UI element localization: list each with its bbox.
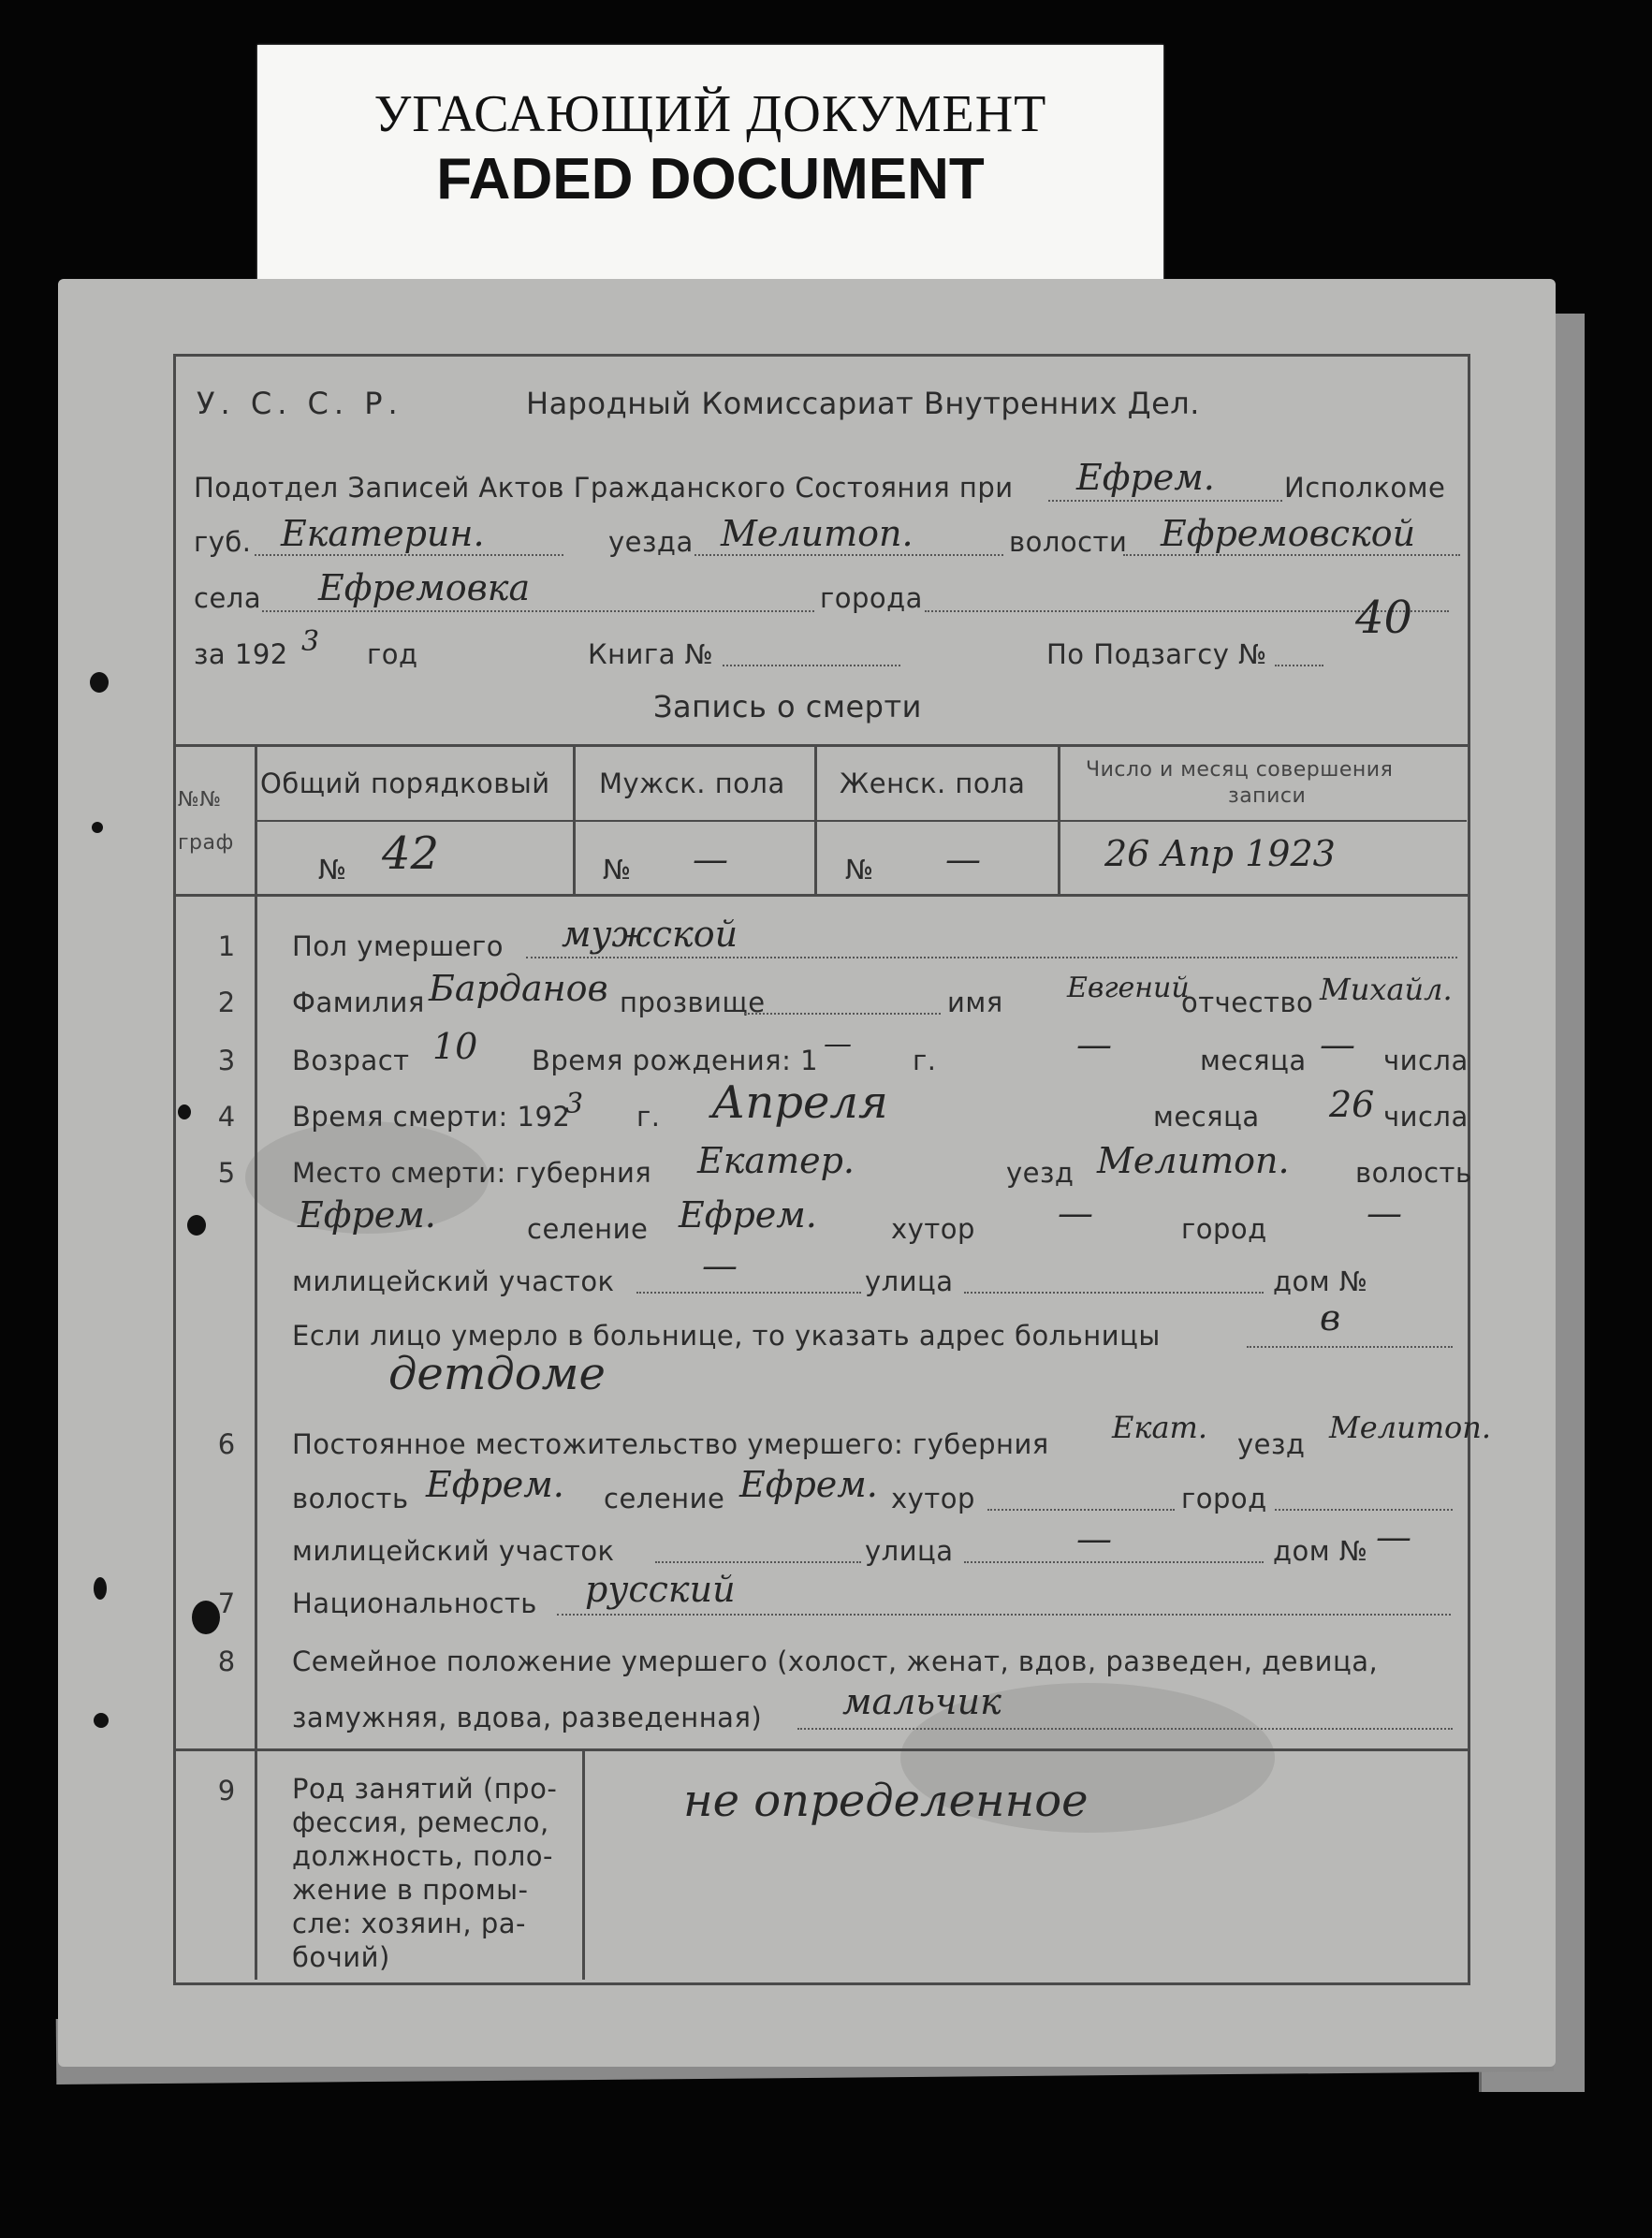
r9-line3: должность, поло-: [292, 1840, 553, 1872]
r6-militia-line: [655, 1561, 861, 1563]
subdept-line: [1048, 500, 1282, 502]
number-column-border: [255, 744, 257, 1980]
r4-label: Время смерти: 192: [292, 1101, 571, 1133]
col4-header-line2: записи: [1228, 784, 1307, 808]
label-russian: УГАСАЮЩИЙ ДОКУМЕНТ: [373, 85, 1047, 143]
col4-value: 26 Апр 1923: [1104, 833, 1336, 874]
r4-month-value: Апреля: [711, 1076, 888, 1129]
r6-gub-value: Екат.: [1112, 1410, 1208, 1445]
god-label: год: [367, 638, 418, 670]
table-top-border: [173, 744, 1468, 747]
col4-header-line1: Число и месяц совершения: [1086, 758, 1394, 782]
r8-line: [797, 1728, 1453, 1730]
gub-line: [255, 554, 563, 556]
r2-nick-label: прозвище: [620, 987, 766, 1018]
r5-khutor-value: —: [1058, 1192, 1093, 1234]
r9-line6: бочий): [292, 1941, 390, 1973]
r5-street-label: улица: [865, 1265, 954, 1297]
row9-divider: [582, 1748, 585, 1980]
col1-value: 42: [382, 827, 440, 880]
r3-day-value: —: [1320, 1024, 1355, 1065]
r5-gorod-label: город: [1181, 1213, 1267, 1245]
r6-uezd-value: Мелитоп.: [1329, 1410, 1492, 1445]
subdept-prefix: Подотдел Записей Актов Гражданского Состояния при: [194, 472, 1014, 504]
r5-uezd-value: Мелитоп.: [1097, 1140, 1290, 1181]
row-num: 3: [217, 1045, 236, 1076]
r6-house-value: —: [1376, 1516, 1411, 1558]
col3-no-sign: №: [845, 854, 874, 885]
uezd-line: [694, 554, 1003, 556]
r4-day-label: числа: [1383, 1101, 1469, 1133]
row-num: 2: [217, 987, 236, 1018]
r5-hospital-label: Если лицо умерло в больнице, то указать адрес больницы: [292, 1320, 1161, 1352]
binding-hole: [94, 1713, 109, 1728]
r5-hospital-value2: детдоме: [388, 1348, 606, 1400]
r3-birth-label: Время рождения: 1: [532, 1045, 819, 1076]
subdept-suffix: Исполкоме: [1284, 472, 1446, 504]
volost-line: [1123, 554, 1460, 556]
r7-line: [557, 1614, 1451, 1616]
book-line: [723, 665, 900, 666]
col2-value: —: [693, 839, 728, 880]
binding-hole: [92, 822, 103, 833]
podzagsu-line: [1275, 665, 1323, 666]
r1-label: Пол умершего: [292, 930, 504, 962]
r3-g: г.: [913, 1045, 937, 1076]
r6-gorod-line: [1275, 1509, 1453, 1511]
podzagsu-label: По Подзагсу №: [1046, 638, 1267, 670]
r5-militia-value: —: [702, 1245, 738, 1286]
table-header-mid: [255, 820, 1467, 822]
r8-label2: замужняя, вдова, разведенная): [292, 1702, 763, 1733]
r4-g: г.: [636, 1101, 661, 1133]
r3-age: 10: [432, 1026, 478, 1067]
r9-line4: жение в промы-: [292, 1874, 529, 1906]
r3-day-label: числа: [1383, 1045, 1469, 1076]
r5-gorod-value: —: [1367, 1192, 1402, 1234]
r5-uezd-label: уезд: [1006, 1157, 1075, 1189]
col0-bottom: граф: [178, 831, 234, 855]
col3-value: —: [945, 839, 981, 880]
r2-name-label: имя: [947, 987, 1003, 1018]
r4-day-value: 26: [1329, 1084, 1375, 1125]
year-label: за 192: [194, 638, 288, 670]
r2-name-value: Евгений: [1067, 972, 1190, 1004]
selo-label: села: [194, 582, 262, 614]
row-num: 9: [217, 1775, 236, 1806]
uezd-value: Мелитоп.: [721, 513, 914, 554]
r9-line5: сле: хозяин, ра-: [292, 1908, 526, 1939]
r5-label: Место смерти: губерния: [292, 1157, 652, 1189]
r5-volost-value: Ефрем.: [298, 1194, 436, 1236]
r2-surname: Барданов: [429, 968, 608, 1009]
r5-khutor-label: хутор: [891, 1213, 975, 1245]
r7-value: русский: [585, 1569, 736, 1610]
r3-birth-value: —: [824, 1028, 852, 1060]
gub-label: губ.: [194, 526, 252, 558]
col0-top: №№: [178, 788, 222, 812]
selo-value: Ефремовка: [318, 567, 531, 608]
selo-line: [262, 610, 814, 612]
r6-volost-label: волость: [292, 1483, 409, 1514]
row9-top-border: [173, 1748, 1468, 1751]
r6-volost-value: Ефрем.: [426, 1464, 564, 1505]
col2-no-sign: №: [603, 854, 632, 885]
r4-month-label: месяца: [1153, 1101, 1260, 1133]
r3-month-value: —: [1076, 1024, 1112, 1065]
r3-month-label: месяца: [1200, 1045, 1307, 1076]
r6-label: Постоянное местожительство умершего: губерния: [292, 1428, 1049, 1460]
table-header-bottom: [173, 894, 1468, 897]
volost-value: Ефремовской: [1161, 513, 1416, 554]
gub-value: Екатерин.: [281, 513, 485, 554]
r9-line1: Род занятий (про-: [292, 1773, 558, 1805]
r6-street-line: [964, 1561, 1264, 1563]
binding-hole: [90, 672, 109, 693]
gorod-label: города: [820, 582, 923, 614]
r6-selo-label: селение: [604, 1483, 725, 1514]
subdept-value: Ефрем.: [1076, 457, 1215, 498]
row-num: 8: [217, 1646, 236, 1677]
uezd-label: уезда: [608, 526, 694, 558]
col1-no-sign: №: [318, 854, 347, 885]
r2-patr-value: Михайл.: [1320, 972, 1453, 1007]
r6-militia-label: милицейский участок: [292, 1535, 615, 1567]
row-num: 1: [217, 930, 236, 962]
column-divider: [814, 744, 817, 894]
r8-label1: Семейное положение умершего (холост, женат, вдов, разведен, девица,: [292, 1646, 1379, 1677]
r5-selo-value: Ефрем.: [679, 1194, 817, 1236]
col2-header: Мужск. пола: [599, 768, 785, 799]
volost-label: волости: [1009, 526, 1128, 558]
binding-hole: [94, 1577, 107, 1600]
archive-label-card: [257, 45, 1163, 281]
r5-gub-value: Екатер.: [697, 1140, 855, 1181]
r1-value: мужской: [562, 914, 738, 955]
col3-header: Женск. пола: [840, 768, 1026, 799]
column-divider: [1058, 744, 1060, 894]
r2-nick-line: [744, 1013, 941, 1015]
row-num: 4: [217, 1101, 236, 1133]
podzagsu-value: 40: [1355, 592, 1413, 644]
col1-header: Общий порядковый: [260, 768, 550, 799]
r5-volost-label: волость: [1355, 1157, 1472, 1189]
r6-street-value: —: [1076, 1518, 1112, 1559]
ministry-title: Народный Комиссариат Внутренних Дел.: [526, 386, 1200, 421]
year-value: 3: [301, 625, 320, 658]
row-num: 6: [217, 1428, 236, 1460]
r9-value: не определенное: [683, 1775, 1089, 1827]
r5-selo-label: селение: [527, 1213, 649, 1245]
r2-label: Фамилия: [292, 987, 425, 1018]
r4-year: 3: [565, 1088, 584, 1120]
r6-khutor-line: [987, 1509, 1175, 1511]
row-num: 5: [217, 1157, 236, 1189]
r5-hospital-value1: в: [1320, 1297, 1341, 1338]
r6-khutor-label: хутор: [891, 1483, 975, 1514]
r6-gorod-label: город: [1181, 1483, 1267, 1514]
r5-street-line: [964, 1292, 1264, 1294]
book-label: Книга №: [588, 638, 714, 670]
r7-label: Национальность: [292, 1587, 537, 1619]
r6-house-label: дом №: [1273, 1535, 1368, 1567]
r5-militia-label: милицейский участок: [292, 1265, 615, 1297]
r6-uezd-label: уезд: [1237, 1428, 1306, 1460]
r2-patr-label: отчество: [1181, 987, 1314, 1018]
r3-label: Возраст: [292, 1045, 410, 1076]
r1-line: [526, 957, 1457, 958]
label-english: FADED DOCUMENT: [436, 147, 985, 212]
r5-militia-line: [636, 1292, 861, 1294]
row-num: 7: [217, 1587, 236, 1619]
republic-title: У. С. С. Р.: [197, 386, 403, 421]
r5-hospital-line: [1247, 1346, 1453, 1348]
r8-value: мальчик: [842, 1681, 1001, 1722]
r6-selo-value: Ефрем.: [739, 1464, 878, 1505]
r9-line2: фессия, ремесло,: [292, 1806, 549, 1838]
r5-house-label: дом №: [1273, 1265, 1368, 1297]
record-title: Запись о смерти: [653, 689, 922, 724]
column-divider: [573, 744, 576, 894]
r6-street-label: улица: [865, 1535, 954, 1567]
